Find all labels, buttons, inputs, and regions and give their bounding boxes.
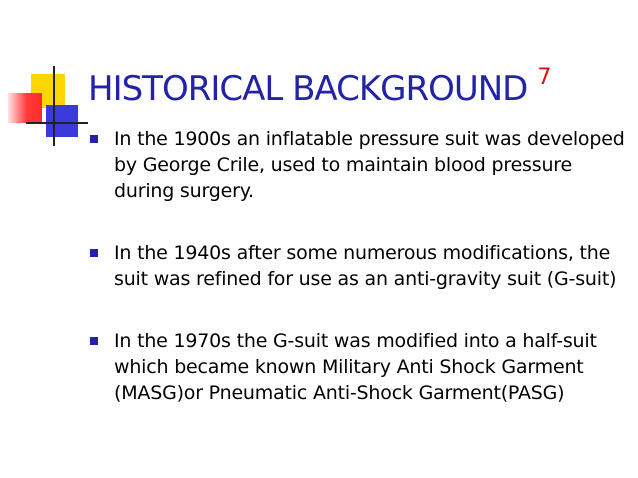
bullet-item xyxy=(88,240,628,292)
logo-blue-square xyxy=(46,105,78,137)
bullet-text: In the 1940s after some numerous modifications, the suit was refined for use as an anti-gravity suit (G-suit) xyxy=(114,242,617,290)
square-bullet-icon xyxy=(90,337,98,345)
square-bullet-icon xyxy=(90,135,98,143)
bullet-item xyxy=(88,328,628,406)
logo-vertical-line xyxy=(53,66,55,146)
slide-title-text: HISTORICAL BACKGROUND xyxy=(88,69,528,109)
logo-horizontal-line xyxy=(26,122,88,124)
bullet-item xyxy=(88,126,628,204)
slide-title xyxy=(88,65,551,109)
square-bullet-icon xyxy=(90,249,98,257)
logo-red-square xyxy=(8,93,42,123)
decorative-logo xyxy=(0,0,90,150)
title-superscript: 7 xyxy=(537,65,551,90)
bullet-text: In the 1970s the G-suit was modified into a half-suit which became known Military Anti Shock Garment (MASG)or Pneumatic Anti-Shock Garment(PASG) xyxy=(114,330,597,404)
bullet-text: In the 1900s an inflatable pressure suit was developed by George Crile, used to maintain blood pressure during surgery. xyxy=(114,128,625,202)
bullet-list xyxy=(88,126,628,406)
